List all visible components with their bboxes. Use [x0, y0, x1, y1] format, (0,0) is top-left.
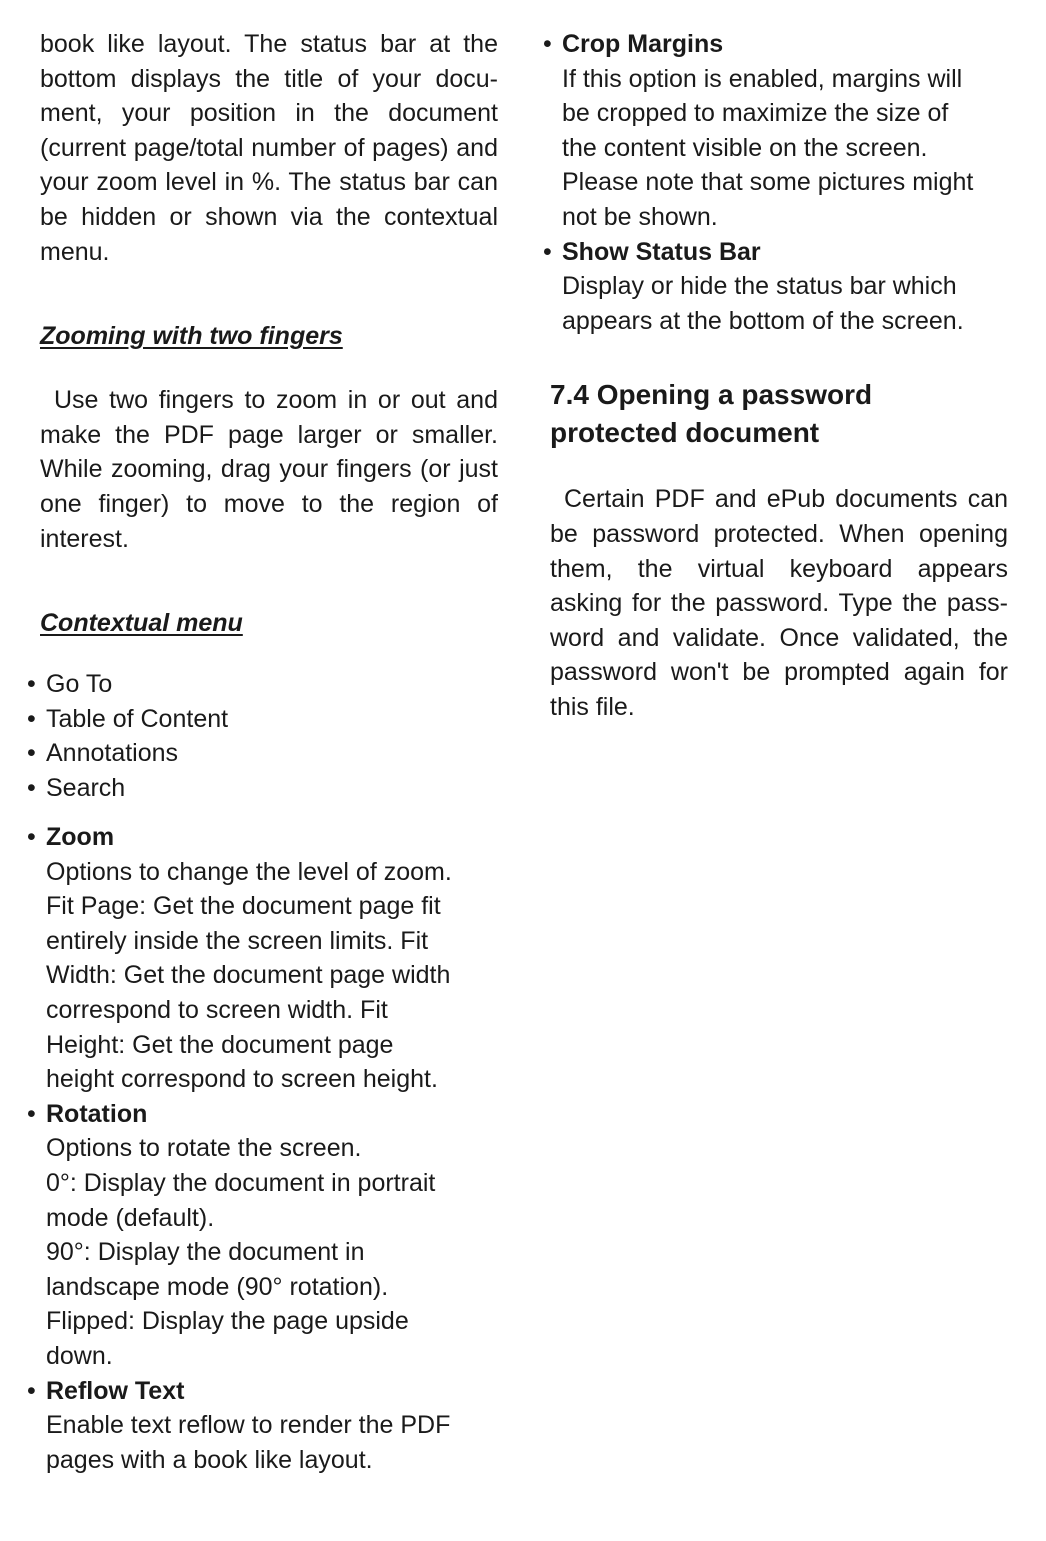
menu-item-show-status-bar [543, 235, 1008, 339]
menu-item-table-of-content: • Table of Content [40, 702, 510, 737]
contextual-menu-detail-list [27, 820, 510, 1477]
menu-item-annotations: • Annotations [40, 736, 510, 771]
contextual-menu-heading: Contextual menu [40, 609, 243, 638]
menu-item-title: Crop Margins [562, 30, 724, 58]
left-column [40, 27, 498, 640]
menu-item-title: Zoom [46, 823, 115, 851]
contextual-menu-right-list [543, 27, 1008, 338]
password-section-title: 7.4 Opening a password protected document [550, 379, 873, 449]
intro-paragraph: book like layout. The status bar at the bottom displays the title of your document, your position in the document (current page/total number of pages) and your zoom level in %. The status bar can be hidden or shown via the contextual menu. [40, 30, 498, 266]
menu-item-zoom [27, 820, 510, 1097]
password-section-body: Certain PDF and ePub documents can be password protected. When opening them, the virtual keyboard appears asking for the password. Type the password and validate. Once validated, the password won't be prompted again for this file. [550, 485, 1008, 721]
bullet: • [543, 237, 552, 266]
menu-item-description: Options to rotate the screen. 0°: Display the document in portrait mode (default). 90°: Display the document in landscape mode (90° rotation). Flipped: Display the page upside down. [46, 1134, 436, 1370]
menu-item-title: Reflow Text [46, 1376, 185, 1405]
menu-item-description: Display or hide the status bar which appears at the bottom of the screen. [562, 272, 964, 335]
bullet: • [543, 30, 552, 58]
contextual-menu-simple-list [40, 667, 510, 805]
bullet: • [27, 1376, 36, 1405]
menu-item-rotation [27, 1097, 510, 1374]
contextual-menu-detail-list-wrap [27, 820, 510, 1477]
right-column [543, 27, 1008, 725]
menu-item-search: • Search [40, 771, 510, 806]
menu-item-title: Rotation [46, 1099, 148, 1128]
menu-item-description: Options to change the level of zoom. Fit Page: Get the document page fit entirely inside the screen limits. Fit Width: Get the document page width correspond to screen width. Fit Height: Get the document page height correspond to screen height. [46, 857, 452, 1094]
bullet: • [27, 823, 36, 851]
zoom-section-heading: Zooming with two fingers [40, 322, 343, 351]
bullet: • [27, 1099, 36, 1128]
menu-item-description: If this option is enabled, margins will be cropped to maximize the size of the content visible on the screen. Please note that some pictures might not be shown. [562, 64, 974, 231]
menu-item-description: Enable text reflow to render the PDF pages with a book like layout. [46, 1411, 451, 1474]
menu-item-title: Show Status Bar [562, 237, 761, 266]
menu-item-crop-margins [543, 27, 1008, 235]
menu-item-reflow-text [27, 1374, 510, 1478]
zoom-section-body: Use two fingers to zoom in or out and make the PDF page larger or smaller. While zooming, drag your fingers (or just one finger) to move to the region of interest. [40, 386, 498, 553]
menu-item-go-to: • Go To [40, 667, 510, 702]
contextual-menu-simple-list-wrap [40, 667, 510, 805]
